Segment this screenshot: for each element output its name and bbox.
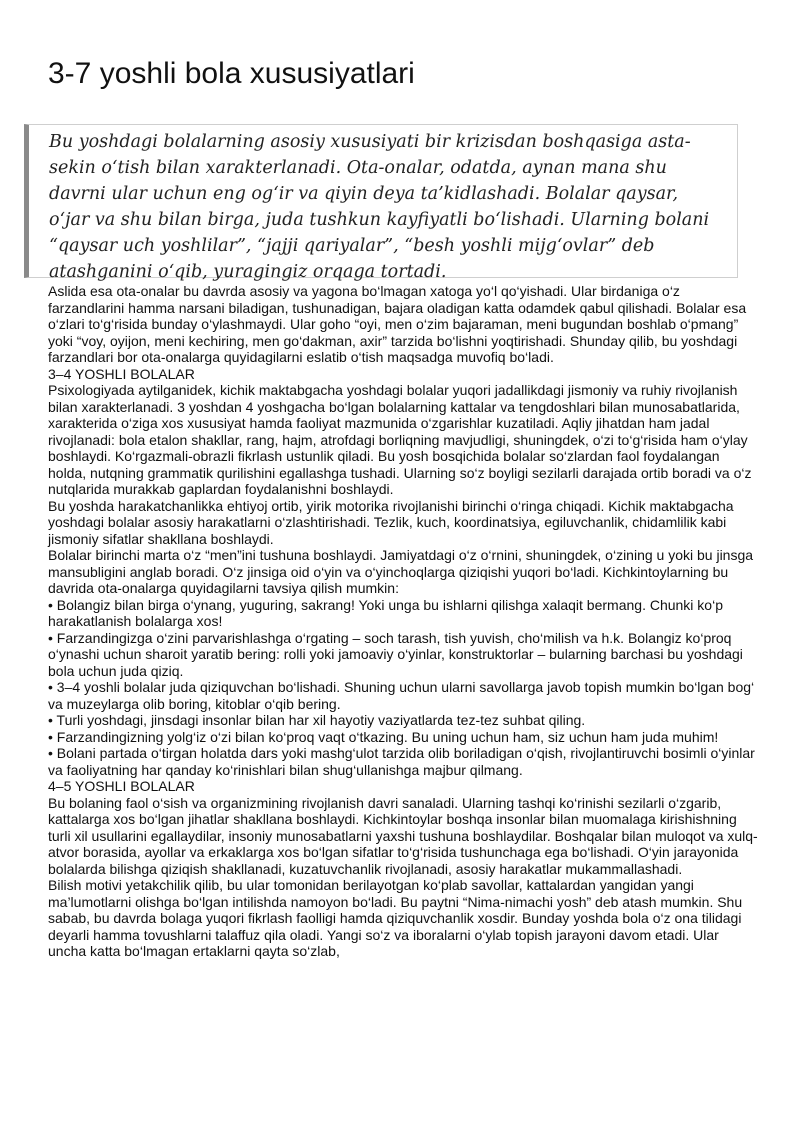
intro-quote-text: Bu yoshdagi bolalarning asosiy xususiyati bir krizisdan boshqasiga asta-sekin o‘tish bilan xarakterlanadi. Ota-onalar, odatda, aynan mana shu davrni ular uchun eng og‘ir va qiyin deya ta’kidlashadi. Bolalar qaysar, o‘jar va shu bilan birga, juda tushkun kayfiyatli bo‘lishadi. Ularning bolani “qaysar uch yoshlilar”, “jajji qariyalar”, “besh yoshli mijg‘ovlar” deb atashganini o‘qib, yuragingiz orqaga tortadi. bbox=[49, 132, 710, 282]
paragraph: Psixologiyada aytilganidek, kichik maktabgacha yoshdagi bolalar yuqori jadallikdagi jismoniy va ruhiy rivojlanish bilan xarakterlanadi. 3 yoshdan 4 yoshgacha bo‘lgan bolalarning kattalar va tengdoshlari bilan munosabatlarida, xarakterida o‘ziga xos xususiyat hamda faoliyat mazmunida o‘zgarishlar kuzatiladi. Aqliy jihatdan ham jadal rivojlanadi: bola etalon shakllar, rang, hajm, atrofdagi borliqning mavjudligi, shuningdek, o‘zi to‘g‘risida ham o‘ylay boshlaydi. Ko‘rgazmali-obrazli fikrlash ustunlik qiladi. Bu yosh bosqichida bolalar so‘zlardan faol foydalangan holda, nutqning grammatik qurilishini egallashga tushadi. Ularning so‘z boyligi sezilarli darajada ortib boradi va o‘z nutqlarida murakkab gaplardan foydalanishni boshlaydi. bbox=[48, 382, 752, 497]
section-heading-3-4: 3–4 YOSHLI BOLALAR bbox=[48, 365, 195, 382]
bullet-item: • Turli yoshdagi, jinsdagi insonlar bilan har xil hayotiy vaziyatlarda tez-tez suhbat qiling. bbox=[48, 712, 586, 728]
bullet-item: • Bolani partada o‘tirgan holatda dars yoki mashg‘ulot tarzida olib boriladigan o‘qish, rivojlantiruvchi bosimli o‘yinlar va faoliyatning har qanday ko‘rinishlari bilan shug‘ullanishga majbur qilmang. bbox=[48, 745, 755, 778]
article-body bbox=[48, 283, 760, 960]
bullet-item: • 3–4 yoshli bolalar juda qiziquvchan bo‘lishadi. Shuning uchun ularni savollarga javob topish mumkin bo‘lgan bog‘ va muzeylarga olib boring, kitoblar o‘qib bering. bbox=[48, 679, 755, 712]
section-heading-4-5: 4–5 YOSHLI BOLALAR bbox=[48, 778, 195, 794]
intro-quote bbox=[24, 124, 738, 282]
page-title: 3-7 yoshli bola xususiyatlari bbox=[48, 57, 415, 90]
paragraph: Bu bolaning faol o‘sish va organizmining rivojlanish davri sanaladi. Ularning tashqi ko‘rinishi sezilarli o‘zgarib, kattalarga xos bo‘lgan jihatlar shakllana boshlaydi. Kichkintoylar boshqa insonlar bilan muomalaga kirishishning turli xil usullarini egallaydilar, insoniy munosabatlarni yaxshi tushuna boshlaydilar. Boshqalar bilan muloqot va xulq-atvor borasida, ayollar va erkaklarga xos bo‘lgan sifatlar to‘g‘risida tushunchaga ega bo‘lishadi. O‘yin jarayonida bolalarda bilishga qiziqish shakllanadi, kuzatuvchanlik rivojlanadi, asosiy harakatlar mukammallashadi. bbox=[48, 794, 758, 877]
bullet-item: • Farzandingizning yolg‘iz o‘zi bilan ko‘proq vaqt o‘tkazing. Bu uning uchun ham, siz uchun ham juda muhim! bbox=[48, 728, 719, 745]
paragraph: Bilish motivi yetakchilik qilib, bu ular tomonidan berilayotgan ko‘plab savollar, kattalardan yangidan yangi ma’lumotlarni olishga bo‘lgan intilishda namoyon bo‘ladi. Bu paytni “Nima-nimachi yosh” deb atash mumkin. Shu sabab, bu davrda bolaga yuqori fikrlash faolligi hamda qiziquvchanlik xosdir. Bunday yoshda bola o‘z ona tilidagi deyarli hamma tovushlarni talaffuz qila oladi. Yangi so‘z va iboralarni o‘ylab topish jarayoni davom etadi. Ular uncha katta bo‘lmagan ertaklarni qayta so‘zlab, bbox=[48, 877, 743, 959]
paragraph: Bolalar birinchi marta o‘z “men”ini tushuna boshlaydi. Jamiyatdagi o‘z o‘rnini, shuningdek, o‘zining u yoki bu jinsga mansubligini anglab boradi. O‘z jinsiga oid o‘yin va o‘yinchoqlarga qiziqishi yuqori bo‘ladi. Kichkintoylarning bu davrida ota-onalarga quyidagilarni tavsiya qilish mumkin: bbox=[48, 547, 754, 596]
paragraph-intro: Aslida esa ota-onalar bu davrda asosiy va yagona bo‘lmagan xatoga yo‘l qo‘yishadi. Ular birdaniga o‘z farzandlarini hamma narsani biladigan, tushunadigan, bajara oladigan katta odamdek qabul qilishadi. Bolalar esa o‘zlari to‘g‘risida bunday o‘ylashmaydi. Ular goho “oyi, men o‘zim bajaraman, meni bugundan boshlab o‘pmang” yoki “voy, oyijon, meni kechiring, men go‘dakman, axir” tarzida bo‘lishni yoqtirishadi. Shunday qilib, bu yoshdagi farzandlari bor ota-onalarga quyidagilarni eslatib o‘tish maqsadga muvofiq bo‘ladi. bbox=[48, 283, 747, 365]
bullet-item: • Farzandingizga o‘zini parvarishlashga o‘rgating – soch tarash, tish yuvish, cho‘milish va h.k. Bolangiz ko‘proq o‘ynashi uchun sharoit yaratib bering: rolli yoki jamoaviy o‘yinlar, konstruktorlar – bularning barchasi bu yoshdagi bola uchun juda qiziq. bbox=[48, 629, 743, 679]
bullet-item: • Bolangiz bilan birga o‘ynang, yuguring, sakrang! Yoki unga bu ishlarni qilishga xalaqit bermang. Chunki ko‘p harakatlanish bolalarga xos! bbox=[48, 596, 723, 629]
paragraph: Bu yoshda harakatchanlikka ehtiyoj ortib, yirik motorika rivojlanishi birinchi o‘ringa chiqadi. Kichik maktabgacha yoshdagi bolalar asosiy harakatlarni o‘zlashtirishadi. Tezlik, kuch, koordinatsiya, egiluvchanlik, chidamlilik kabi jismoniy sifatlar shakllana boshlaydi. bbox=[48, 497, 734, 547]
